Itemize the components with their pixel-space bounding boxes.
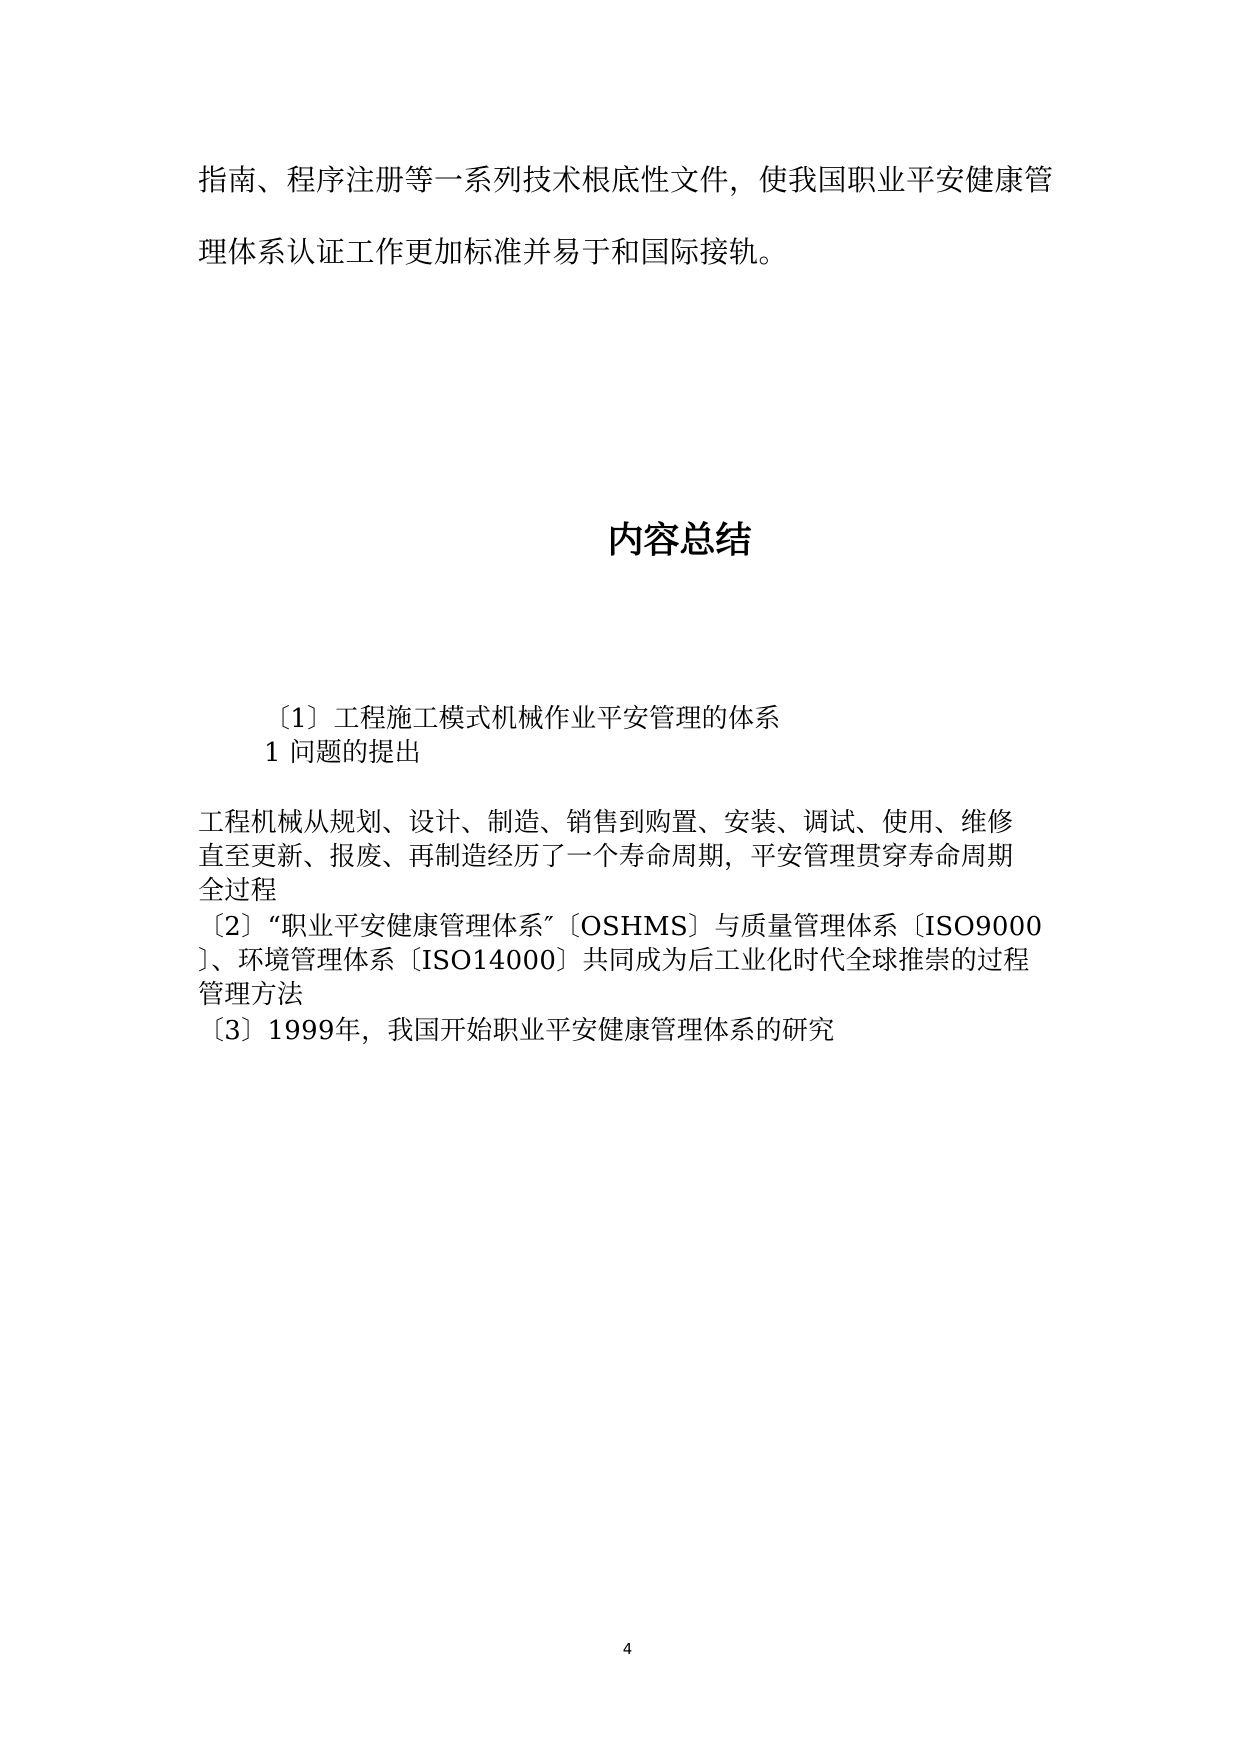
summary-paragraph-line: 直至更新、报废、再制造经历了一个寿命周期，平安管理贯穿寿命周期 (198, 842, 1014, 872)
page-number: 4 (622, 1640, 633, 1658)
summary-subitem: 1 问题的提出 (264, 738, 421, 768)
summary-paragraph-line: 管理方法 (198, 980, 304, 1010)
paragraph-line: 指南、程序注册等一系列技术根底性文件，使我国职业平安健康管 (198, 163, 1054, 197)
summary-paragraph-line: 全过程 (198, 876, 277, 906)
summary-paragraph-line: 〕、环境管理体系〔ISO14000〕共同成为后工业化时代全球推崇的过程 (198, 946, 1030, 976)
summary-paragraph-line: 〔2〕“职业平安健康管理体系″〔OSHMS〕与质量管理体系〔ISO9000 (198, 912, 1043, 942)
summary-paragraph-line: 〔3〕1999年，我国开始职业平安健康管理体系的研究 (198, 1016, 835, 1046)
summary-paragraph-line: 工程机械从规划、设计、制造、销售到购置、安装、调试、使用、维修 (198, 808, 1014, 838)
paragraph-line: 理体系认证工作更加标准并易于和国际接轨。 (198, 235, 789, 269)
section-heading: 内容总结 (607, 520, 752, 561)
summary-item: 〔1〕工程施工模式机械作业平安管理的体系 (264, 704, 781, 734)
